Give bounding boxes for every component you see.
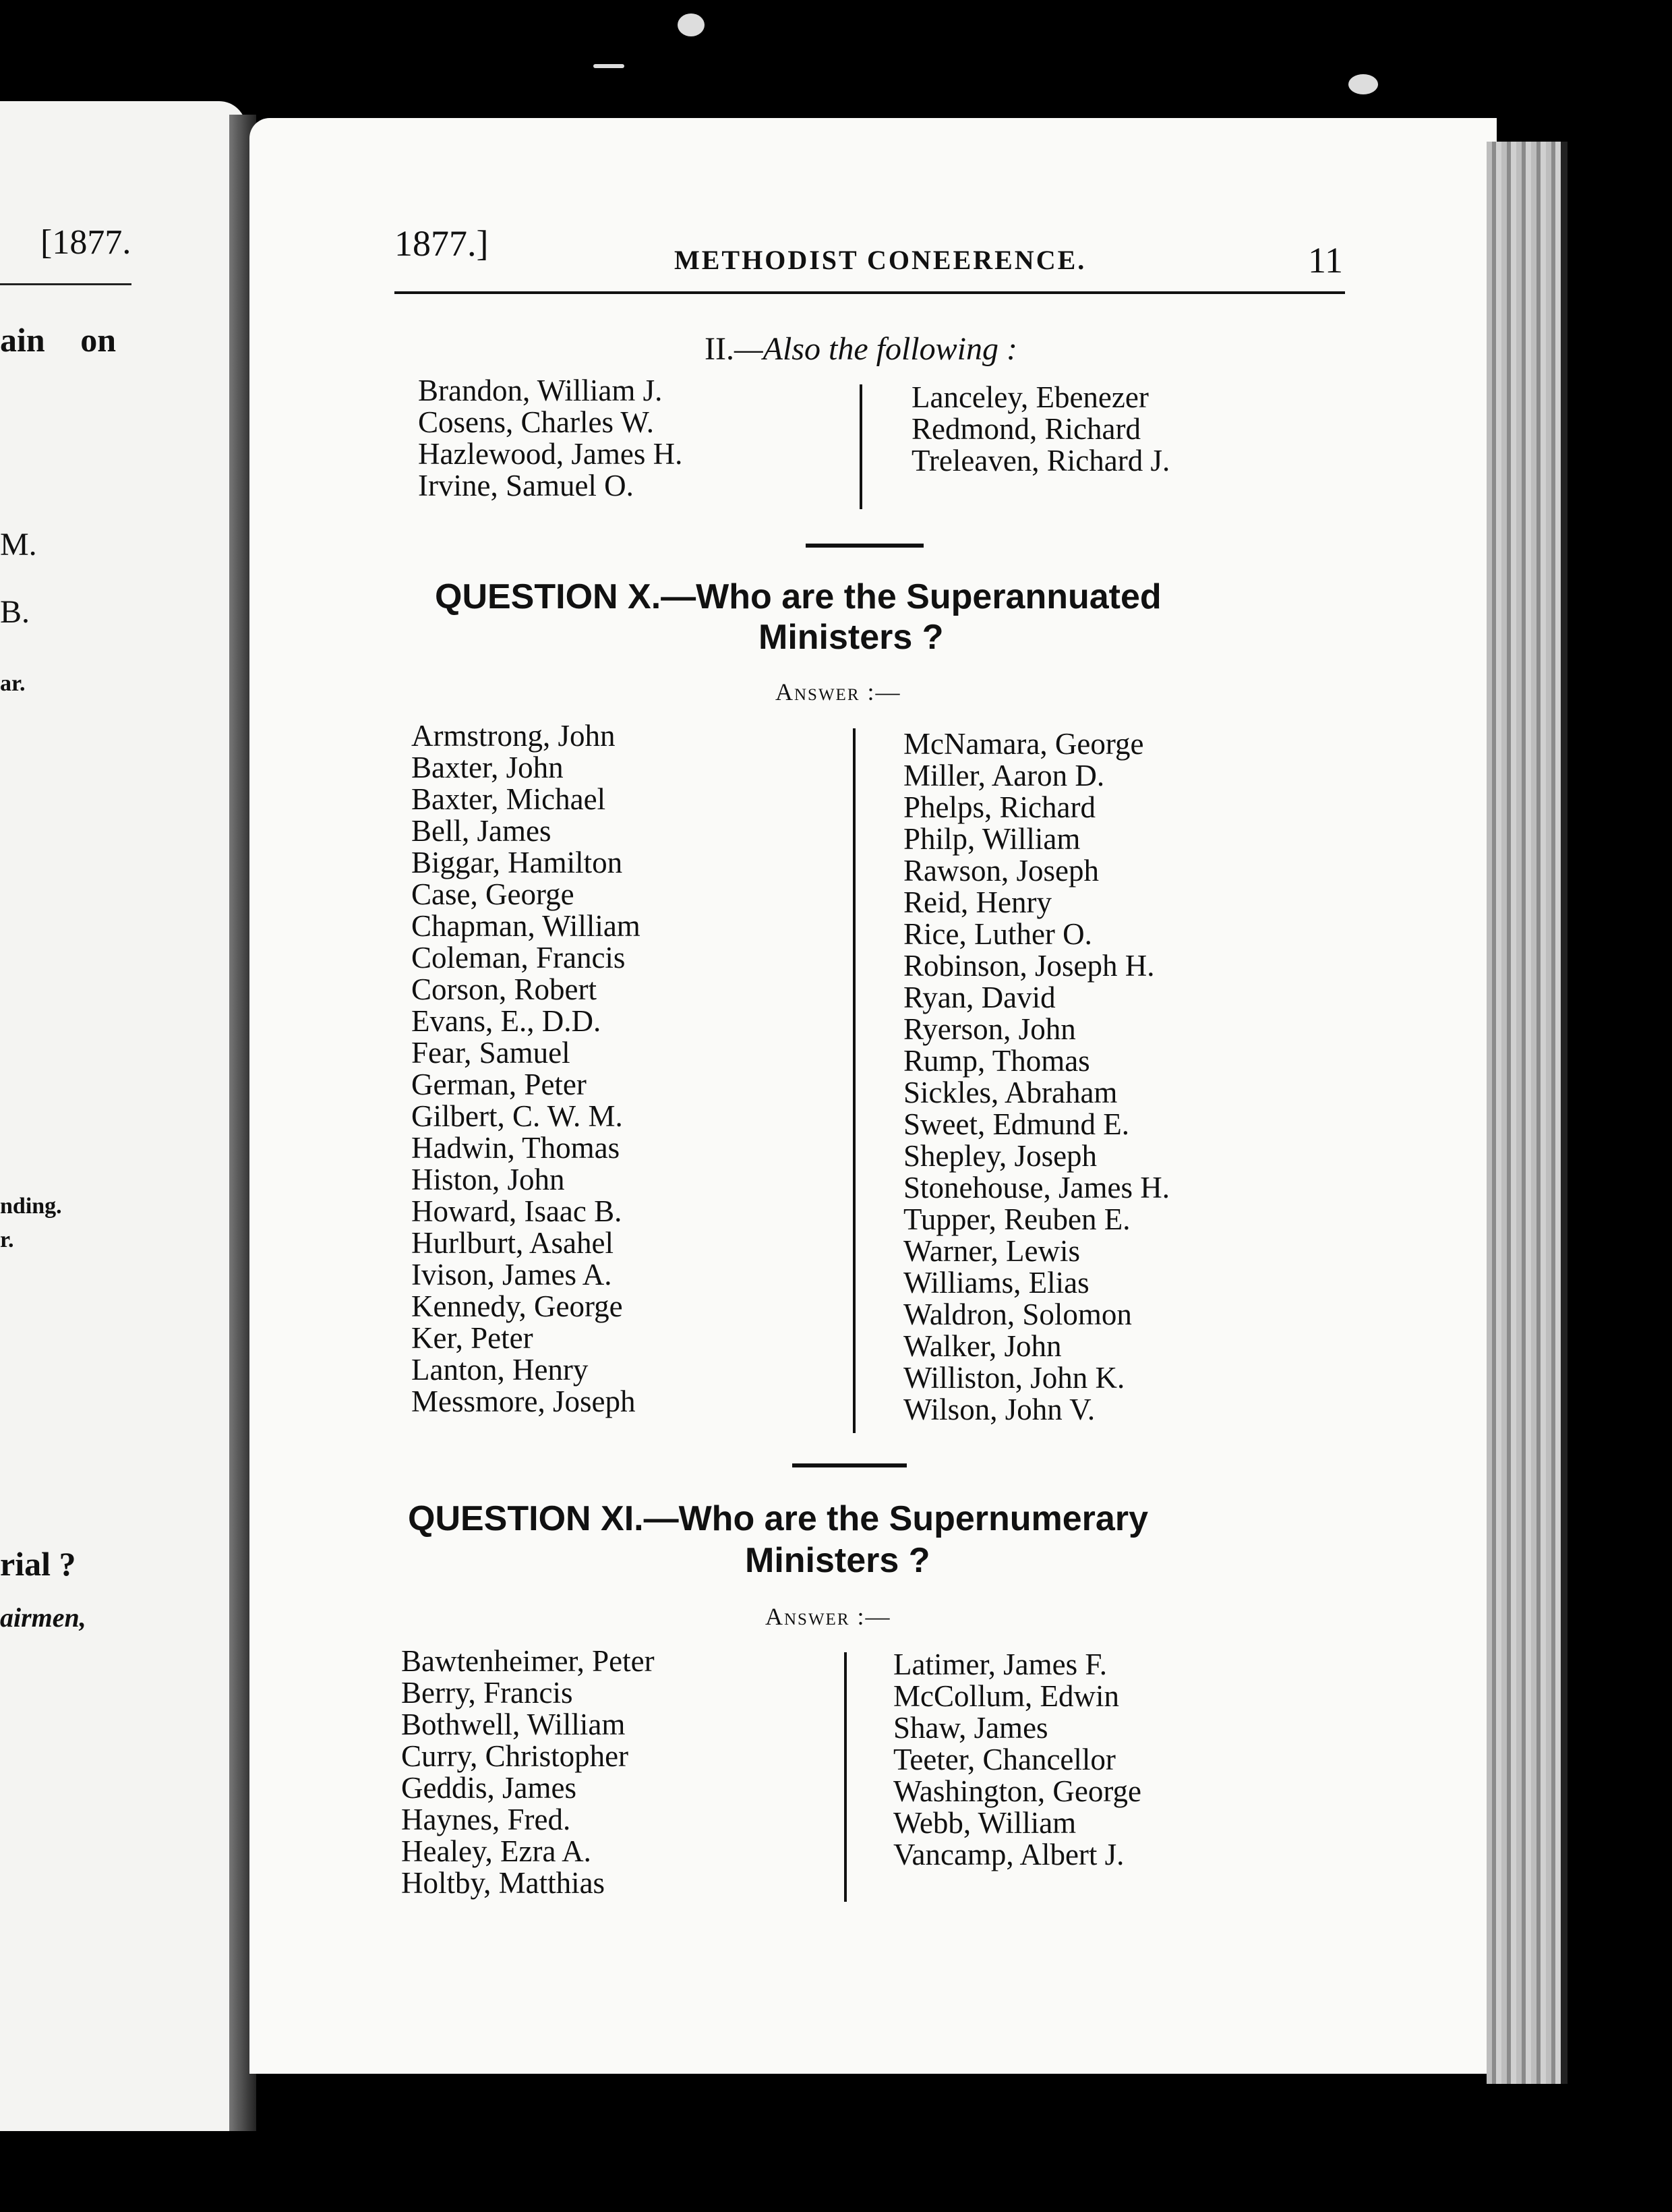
name-entry: Rice, Luther O. <box>903 917 1092 951</box>
name-entry: Bothwell, William <box>401 1708 626 1741</box>
name-entry: Sweet, Edmund E. <box>903 1107 1129 1141</box>
name-entry: Baxter, Michael <box>411 782 606 816</box>
previous-page-header: [1877. <box>40 223 131 262</box>
name-entry: Lanceley, Ebenezer <box>912 380 1149 414</box>
name-entry: Healey, Ezra A. <box>401 1834 591 1868</box>
question-xi-answer-label: Answer :— <box>765 1603 891 1630</box>
name-entry: Rump, Thomas <box>903 1044 1090 1078</box>
name-entry: Coleman, Francis <box>411 941 626 974</box>
name-entry: Messmore, Joseph <box>411 1385 636 1418</box>
previous-page-line: B. <box>0 594 30 630</box>
name-entry: Ryerson, John <box>903 1012 1076 1046</box>
name-entry: Gilbert, C. W. M. <box>411 1099 623 1133</box>
name-entry: Stonehouse, James H. <box>903 1171 1170 1204</box>
name-entry: Teeter, Chancellor <box>893 1743 1116 1776</box>
name-entry: Phelps, Richard <box>903 790 1096 824</box>
previous-page-line: nding. <box>0 1194 62 1219</box>
name-entry: Williston, John K. <box>903 1361 1125 1395</box>
column-divider <box>860 384 862 509</box>
name-entry: Ivison, James A. <box>411 1258 612 1291</box>
question-x-heading-line2: Ministers ? <box>758 618 944 657</box>
name-entry: Tupper, Reuben E. <box>903 1202 1131 1236</box>
name-entry: Walker, John <box>903 1329 1062 1363</box>
section-ii-right-column <box>912 382 1170 477</box>
previous-page-line: ain on <box>0 321 117 359</box>
question-x-right-column <box>903 728 1170 1426</box>
name-entry: Biggar, Hamilton <box>411 846 623 879</box>
previous-page-line: M. <box>0 527 37 562</box>
name-entry: Miller, Aaron D. <box>903 759 1105 792</box>
name-entry: Treleaven, Richard J. <box>912 444 1170 477</box>
previous-page-line: airmen, <box>0 1602 86 1633</box>
name-entry: Wilson, John V. <box>903 1393 1096 1426</box>
name-entry: Cosens, Charles W. <box>418 405 655 439</box>
name-entry: Brandon, William J. <box>418 374 663 407</box>
name-entry: Sickles, Abraham <box>903 1076 1118 1109</box>
previous-page-header-rule <box>0 283 131 285</box>
name-entry: Corson, Robert <box>411 972 597 1006</box>
name-entry: Baxter, John <box>411 751 564 784</box>
name-entry: Washington, George <box>893 1774 1141 1808</box>
name-entry: Webb, William <box>893 1806 1077 1840</box>
header-rule <box>394 291 1345 294</box>
question-x-left-column <box>411 720 640 1418</box>
scan-speck <box>678 13 705 36</box>
column-divider <box>853 728 856 1433</box>
section-separator-rule <box>806 544 924 548</box>
name-entry: Fear, Samuel <box>411 1036 570 1070</box>
question-xi-left-column <box>401 1646 655 1899</box>
scan-speck <box>1348 74 1378 94</box>
name-entry: Evans, E., D.D. <box>411 1004 601 1038</box>
name-entry: Hazlewood, James H. <box>418 437 683 471</box>
name-entry: McCollum, Edwin <box>893 1679 1119 1713</box>
question-x-answer-label: Answer :— <box>775 678 901 705</box>
name-entry: Latimer, James F. <box>893 1648 1108 1681</box>
name-entry: Shepley, Joseph <box>903 1139 1098 1173</box>
name-entry: Haynes, Fred. <box>401 1803 571 1836</box>
name-entry: Ryan, David <box>903 981 1056 1014</box>
previous-page-line: r. <box>0 1227 14 1252</box>
name-entry: Case, George <box>411 877 574 911</box>
question-xi-heading: QUESTION XI.—Who are the Supernumerary <box>408 1499 1148 1538</box>
name-entry: Rawson, Joseph <box>903 854 1099 887</box>
question-x-heading: QUESTION X.—Who are the Superannuated <box>435 577 1162 616</box>
name-entry: Armstrong, John <box>411 719 616 753</box>
previous-page <box>0 101 246 2131</box>
name-entry: Lanton, Henry <box>411 1353 589 1387</box>
name-entry: Ker, Peter <box>411 1321 533 1355</box>
name-entry: Chapman, William <box>411 909 640 943</box>
question-xi-right-column <box>893 1649 1141 1871</box>
name-entry: Vancamp, Albert J. <box>893 1838 1125 1871</box>
name-entry: Kennedy, George <box>411 1289 623 1323</box>
question-xi-heading-line2: Ministers ? <box>745 1541 930 1580</box>
name-entry: Bawtenheimer, Peter <box>401 1644 655 1678</box>
name-entry: Berry, Francis <box>401 1676 573 1710</box>
section-heading <box>705 330 1017 368</box>
name-entry: Histon, John <box>411 1163 565 1196</box>
page-edges <box>1487 142 1568 2084</box>
name-entry: Irvine, Samuel O. <box>418 469 634 502</box>
name-entry: Redmond, Richard <box>912 412 1141 446</box>
name-entry: Bell, James <box>411 814 551 848</box>
name-entry: Shaw, James <box>893 1711 1048 1745</box>
name-entry: Reid, Henry <box>903 885 1052 919</box>
section-number: II. <box>705 331 734 367</box>
section-heading-text: —Also the following : <box>734 331 1017 367</box>
name-entry: Howard, Isaac B. <box>411 1194 622 1228</box>
name-entry: Holtby, Matthias <box>401 1866 605 1900</box>
name-entry: Curry, Christopher <box>401 1739 629 1773</box>
scan-speck <box>593 64 624 68</box>
name-entry: Philp, William <box>903 822 1081 856</box>
name-entry: Warner, Lewis <box>903 1234 1080 1268</box>
name-entry: Robinson, Joseph H. <box>903 949 1155 983</box>
name-entry: German, Peter <box>411 1068 587 1101</box>
running-header-year: 1877.] <box>394 223 489 264</box>
name-entry: Waldron, Solomon <box>903 1298 1132 1331</box>
running-header-title: METHODIST CONEERENCE. <box>674 245 1087 275</box>
name-entry: Williams, Elias <box>903 1266 1089 1300</box>
column-divider <box>844 1652 847 1902</box>
previous-page-line: rial ? <box>0 1545 76 1583</box>
name-entry: Geddis, James <box>401 1771 576 1805</box>
section-separator-rule <box>792 1463 907 1467</box>
previous-page-line: ar. <box>0 671 26 696</box>
name-entry: Hurlburt, Asahel <box>411 1226 614 1260</box>
name-entry: Hadwin, Thomas <box>411 1131 620 1165</box>
name-entry: McNamara, George <box>903 727 1144 761</box>
page-number: 11 <box>1308 240 1343 281</box>
section-ii-left-column <box>418 375 682 502</box>
